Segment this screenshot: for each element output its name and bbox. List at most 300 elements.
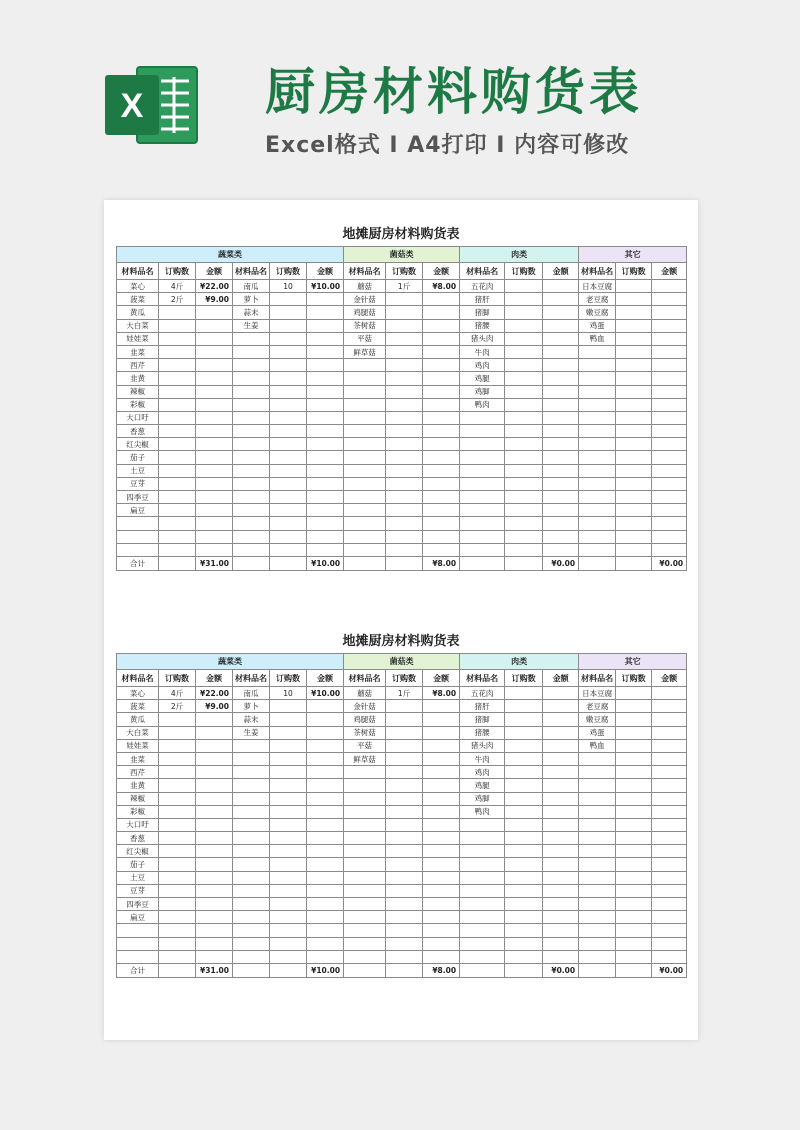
table-cell[interactable] [652,438,687,451]
table-cell[interactable] [196,530,233,543]
table-cell[interactable] [307,411,344,424]
table-cell[interactable] [196,871,233,884]
table-cell[interactable] [270,398,307,411]
table-cell[interactable] [196,739,233,752]
table-cell[interactable]: 彩椒 [117,805,159,818]
table-cell[interactable] [616,372,652,385]
table-cell[interactable] [117,937,159,950]
table-cell[interactable] [652,398,687,411]
table-cell[interactable] [543,700,579,713]
table-cell[interactable] [386,372,423,385]
table-cell[interactable] [616,818,652,831]
table-cell[interactable] [307,517,344,530]
table-cell[interactable]: 嫩豆腐 [579,306,616,319]
table-cell[interactable] [233,438,270,451]
table-cell[interactable] [233,911,270,924]
table-cell[interactable]: 生姜 [233,319,270,332]
table-cell[interactable] [196,372,233,385]
table-cell[interactable] [344,898,386,911]
table-cell[interactable]: 黄瓜 [117,713,159,726]
table-cell[interactable] [307,464,344,477]
table-cell[interactable] [616,517,652,530]
table-cell[interactable] [386,398,423,411]
table-cell[interactable] [196,752,233,765]
table-cell[interactable] [543,543,579,556]
table-cell[interactable] [579,517,616,530]
table-cell[interactable] [460,937,505,950]
table-cell[interactable] [159,766,196,779]
table-cell[interactable] [307,504,344,517]
table-cell[interactable] [616,385,652,398]
table-cell[interactable] [117,530,159,543]
table-cell[interactable] [386,332,423,345]
table-cell[interactable] [307,858,344,871]
table-cell[interactable] [652,832,687,845]
table-cell[interactable] [196,332,233,345]
table-cell[interactable] [344,950,386,963]
table-cell[interactable] [386,411,423,424]
table-cell[interactable] [423,345,460,358]
table-cell[interactable] [543,858,579,871]
table-cell[interactable]: 蒜末 [233,713,270,726]
table-cell[interactable] [233,950,270,963]
table-cell[interactable] [616,884,652,897]
table-cell[interactable] [386,792,423,805]
table-cell[interactable] [460,530,505,543]
table-cell[interactable] [616,792,652,805]
table-cell[interactable] [505,411,543,424]
table-cell[interactable] [307,726,344,739]
table-cell[interactable] [270,779,307,792]
table-cell[interactable]: 豆芽 [117,884,159,897]
table-cell[interactable] [505,504,543,517]
table-cell[interactable] [616,306,652,319]
table-cell[interactable] [307,293,344,306]
table-cell[interactable]: 嫩豆腐 [579,713,616,726]
table-cell[interactable] [543,385,579,398]
table-cell[interactable] [543,911,579,924]
table-cell[interactable] [460,898,505,911]
table-cell[interactable] [652,504,687,517]
table-cell[interactable] [423,543,460,556]
table-cell[interactable] [270,898,307,911]
table-cell[interactable]: ¥22.00 [196,280,233,293]
table-cell[interactable] [616,451,652,464]
table-cell[interactable] [196,306,233,319]
table-cell[interactable] [270,937,307,950]
table-cell[interactable] [579,372,616,385]
table-cell[interactable] [543,411,579,424]
table-cell[interactable] [196,884,233,897]
table-cell[interactable] [159,464,196,477]
table-cell[interactable] [652,752,687,765]
table-cell[interactable] [579,766,616,779]
table-cell[interactable] [270,884,307,897]
table-cell[interactable] [652,924,687,937]
table-cell[interactable] [386,543,423,556]
table-cell[interactable] [652,700,687,713]
table-cell[interactable] [505,950,543,963]
table-cell[interactable] [386,385,423,398]
table-cell[interactable] [423,438,460,451]
table-cell[interactable] [460,425,505,438]
table-cell[interactable] [386,464,423,477]
table-cell[interactable] [233,332,270,345]
table-cell[interactable] [460,491,505,504]
table-cell[interactable]: 韭黄 [117,779,159,792]
table-cell[interactable] [270,858,307,871]
table-cell[interactable]: 红尖椒 [117,438,159,451]
table-cell[interactable] [270,425,307,438]
table-cell[interactable]: 蘑菇 [344,687,386,700]
table-cell[interactable] [344,884,386,897]
table-cell[interactable] [616,280,652,293]
table-cell[interactable] [159,477,196,490]
table-cell[interactable]: 1斤 [386,687,423,700]
table-cell[interactable] [196,543,233,556]
table-cell[interactable]: 鲜草菇 [344,345,386,358]
table-cell[interactable] [543,818,579,831]
table-cell[interactable] [616,477,652,490]
table-cell[interactable] [307,884,344,897]
table-cell[interactable] [505,818,543,831]
table-cell[interactable] [270,805,307,818]
table-cell[interactable] [270,871,307,884]
table-cell[interactable]: 扁豆 [117,504,159,517]
table-cell[interactable] [505,871,543,884]
table-cell[interactable] [344,924,386,937]
table-cell[interactable] [543,871,579,884]
table-cell[interactable] [505,937,543,950]
table-cell[interactable] [307,911,344,924]
table-cell[interactable]: 猪腰 [460,726,505,739]
table-cell[interactable] [344,543,386,556]
table-cell[interactable] [233,425,270,438]
table-cell[interactable] [616,687,652,700]
table-cell[interactable] [196,398,233,411]
table-cell[interactable] [423,832,460,845]
table-cell[interactable] [270,543,307,556]
table-cell[interactable] [270,752,307,765]
table-cell[interactable] [344,425,386,438]
table-cell[interactable] [423,898,460,911]
table-cell[interactable]: 黄瓜 [117,306,159,319]
table-cell[interactable] [616,805,652,818]
table-cell[interactable]: 金针菇 [344,700,386,713]
table-cell[interactable] [616,319,652,332]
table-cell[interactable] [159,713,196,726]
table-cell[interactable]: 鸭血 [579,332,616,345]
table-cell[interactable] [386,752,423,765]
table-cell[interactable] [543,766,579,779]
table-cell[interactable] [270,319,307,332]
table-cell[interactable] [386,700,423,713]
table-cell[interactable] [196,517,233,530]
table-cell[interactable] [579,425,616,438]
table-cell[interactable] [652,898,687,911]
table-cell[interactable] [543,280,579,293]
table-cell[interactable] [159,359,196,372]
table-cell[interactable] [423,306,460,319]
table-cell[interactable]: 大口吁 [117,411,159,424]
table-cell[interactable] [196,345,233,358]
table-cell[interactable] [159,398,196,411]
table-cell[interactable]: 土豆 [117,871,159,884]
table-cell[interactable] [159,491,196,504]
table-cell[interactable] [543,345,579,358]
table-cell[interactable] [233,871,270,884]
table-cell[interactable] [543,438,579,451]
table-cell[interactable] [616,713,652,726]
table-cell[interactable] [423,293,460,306]
table-cell[interactable] [423,477,460,490]
table-cell[interactable] [307,805,344,818]
table-cell[interactable] [616,832,652,845]
table-cell[interactable] [423,713,460,726]
table-cell[interactable] [579,792,616,805]
table-cell[interactable] [196,385,233,398]
table-cell[interactable]: 日本豆腐 [579,280,616,293]
table-cell[interactable] [579,438,616,451]
table-cell[interactable] [233,884,270,897]
table-cell[interactable] [505,832,543,845]
table-cell[interactable] [386,451,423,464]
table-cell[interactable] [652,805,687,818]
table-cell[interactable] [307,425,344,438]
table-cell[interactable] [307,477,344,490]
table-cell[interactable] [579,779,616,792]
table-cell[interactable]: 大口吁 [117,818,159,831]
table-cell[interactable]: 茄子 [117,451,159,464]
table-cell[interactable] [270,700,307,713]
table-cell[interactable] [344,359,386,372]
table-cell[interactable] [423,372,460,385]
table-cell[interactable] [307,398,344,411]
table-cell[interactable]: 鸡蛋 [579,726,616,739]
table-cell[interactable] [460,950,505,963]
table-cell[interactable] [423,845,460,858]
table-cell[interactable] [579,359,616,372]
table-cell[interactable] [233,464,270,477]
table-cell[interactable] [505,792,543,805]
table-cell[interactable] [579,832,616,845]
table-cell[interactable]: 菜心 [117,687,159,700]
table-cell[interactable] [307,359,344,372]
table-cell[interactable] [505,517,543,530]
table-cell[interactable]: 南瓜 [233,280,270,293]
table-cell[interactable] [196,504,233,517]
table-cell[interactable] [543,924,579,937]
table-cell[interactable] [159,411,196,424]
table-cell[interactable] [344,451,386,464]
table-cell[interactable] [386,530,423,543]
table-cell[interactable] [344,491,386,504]
table-cell[interactable] [616,950,652,963]
table-cell[interactable] [505,491,543,504]
table-cell[interactable] [386,726,423,739]
table-cell[interactable] [159,543,196,556]
table-cell[interactable] [386,739,423,752]
table-cell[interactable] [196,845,233,858]
table-cell[interactable]: 萝卜 [233,700,270,713]
table-cell[interactable]: 豆芽 [117,477,159,490]
table-cell[interactable] [505,332,543,345]
table-cell[interactable] [505,438,543,451]
table-cell[interactable] [307,700,344,713]
table-cell[interactable] [579,950,616,963]
table-cell[interactable] [159,530,196,543]
table-cell[interactable] [579,411,616,424]
table-cell[interactable] [423,818,460,831]
table-cell[interactable] [616,766,652,779]
table-cell[interactable] [616,858,652,871]
table-cell[interactable] [307,306,344,319]
table-cell[interactable] [386,832,423,845]
table-cell[interactable] [233,924,270,937]
table-cell[interactable] [505,911,543,924]
table-cell[interactable] [505,805,543,818]
table-cell[interactable] [579,477,616,490]
table-cell[interactable] [652,792,687,805]
table-cell[interactable]: 猪脚 [460,306,505,319]
table-cell[interactable] [579,504,616,517]
table-cell[interactable] [652,372,687,385]
table-cell[interactable] [307,752,344,765]
table-cell[interactable] [344,779,386,792]
table-cell[interactable] [233,898,270,911]
table-cell[interactable] [543,359,579,372]
table-cell[interactable] [543,805,579,818]
table-cell[interactable] [505,845,543,858]
table-cell[interactable]: 菠菜 [117,700,159,713]
table-cell[interactable] [386,766,423,779]
table-cell[interactable]: 香葱 [117,425,159,438]
table-cell[interactable]: 菜心 [117,280,159,293]
table-cell[interactable] [233,543,270,556]
table-cell[interactable] [505,306,543,319]
table-cell[interactable] [196,818,233,831]
table-cell[interactable] [196,319,233,332]
table-cell[interactable] [423,332,460,345]
table-cell[interactable] [159,372,196,385]
table-cell[interactable] [652,937,687,950]
table-cell[interactable] [233,779,270,792]
table-cell[interactable] [423,319,460,332]
table-cell[interactable] [386,438,423,451]
table-cell[interactable] [307,766,344,779]
table-cell[interactable] [307,543,344,556]
table-cell[interactable] [159,924,196,937]
table-cell[interactable] [344,530,386,543]
table-cell[interactable]: 老豆腐 [579,700,616,713]
table-cell[interactable] [505,924,543,937]
table-cell[interactable] [460,845,505,858]
table-cell[interactable] [307,739,344,752]
table-cell[interactable] [117,543,159,556]
table-cell[interactable] [270,464,307,477]
table-cell[interactable] [579,845,616,858]
table-cell[interactable] [423,884,460,897]
table-cell[interactable] [652,319,687,332]
table-cell[interactable] [233,517,270,530]
table-cell[interactable] [505,687,543,700]
table-cell[interactable]: 蘑菇 [344,280,386,293]
table-cell[interactable]: 鸡脚 [460,792,505,805]
table-cell[interactable] [270,517,307,530]
table-cell[interactable] [159,332,196,345]
table-cell[interactable] [159,504,196,517]
table-cell[interactable] [460,451,505,464]
table-cell[interactable]: 2斤 [159,700,196,713]
table-cell[interactable] [579,805,616,818]
table-cell[interactable] [616,937,652,950]
table-cell[interactable] [386,345,423,358]
table-cell[interactable] [652,687,687,700]
table-cell[interactable] [159,425,196,438]
table-cell[interactable] [233,937,270,950]
table-cell[interactable]: 彩椒 [117,398,159,411]
table-cell[interactable] [196,464,233,477]
table-cell[interactable] [460,884,505,897]
table-cell[interactable] [196,451,233,464]
table-cell[interactable] [616,425,652,438]
table-cell[interactable] [344,385,386,398]
table-cell[interactable] [579,898,616,911]
table-cell[interactable] [117,950,159,963]
table-cell[interactable] [652,451,687,464]
table-cell[interactable] [652,411,687,424]
table-cell[interactable] [307,845,344,858]
table-cell[interactable] [270,818,307,831]
table-cell[interactable] [460,871,505,884]
table-cell[interactable] [159,385,196,398]
table-cell[interactable] [616,726,652,739]
table-cell[interactable] [652,884,687,897]
table-cell[interactable] [423,491,460,504]
table-cell[interactable] [543,530,579,543]
table-cell[interactable] [616,345,652,358]
table-cell[interactable]: 平菇 [344,332,386,345]
table-cell[interactable] [159,726,196,739]
table-cell[interactable] [543,306,579,319]
table-cell[interactable]: 鸭血 [579,739,616,752]
table-cell[interactable] [505,543,543,556]
table-cell[interactable] [386,818,423,831]
table-cell[interactable] [159,911,196,924]
table-cell[interactable] [652,306,687,319]
table-cell[interactable]: 鸭肉 [460,805,505,818]
table-cell[interactable] [196,911,233,924]
table-cell[interactable] [543,950,579,963]
table-cell[interactable] [196,726,233,739]
table-cell[interactable] [386,713,423,726]
table-cell[interactable] [307,451,344,464]
table-cell[interactable] [270,411,307,424]
table-cell[interactable] [505,464,543,477]
table-cell[interactable] [344,766,386,779]
table-cell[interactable] [386,425,423,438]
table-cell[interactable] [307,332,344,345]
table-cell[interactable] [386,359,423,372]
table-cell[interactable]: 4斤 [159,280,196,293]
table-cell[interactable] [307,438,344,451]
table-cell[interactable] [270,345,307,358]
table-cell[interactable]: 辣椒 [117,792,159,805]
table-cell[interactable] [423,726,460,739]
table-cell[interactable] [460,924,505,937]
table-cell[interactable] [460,477,505,490]
table-cell[interactable]: 茶树菇 [344,319,386,332]
